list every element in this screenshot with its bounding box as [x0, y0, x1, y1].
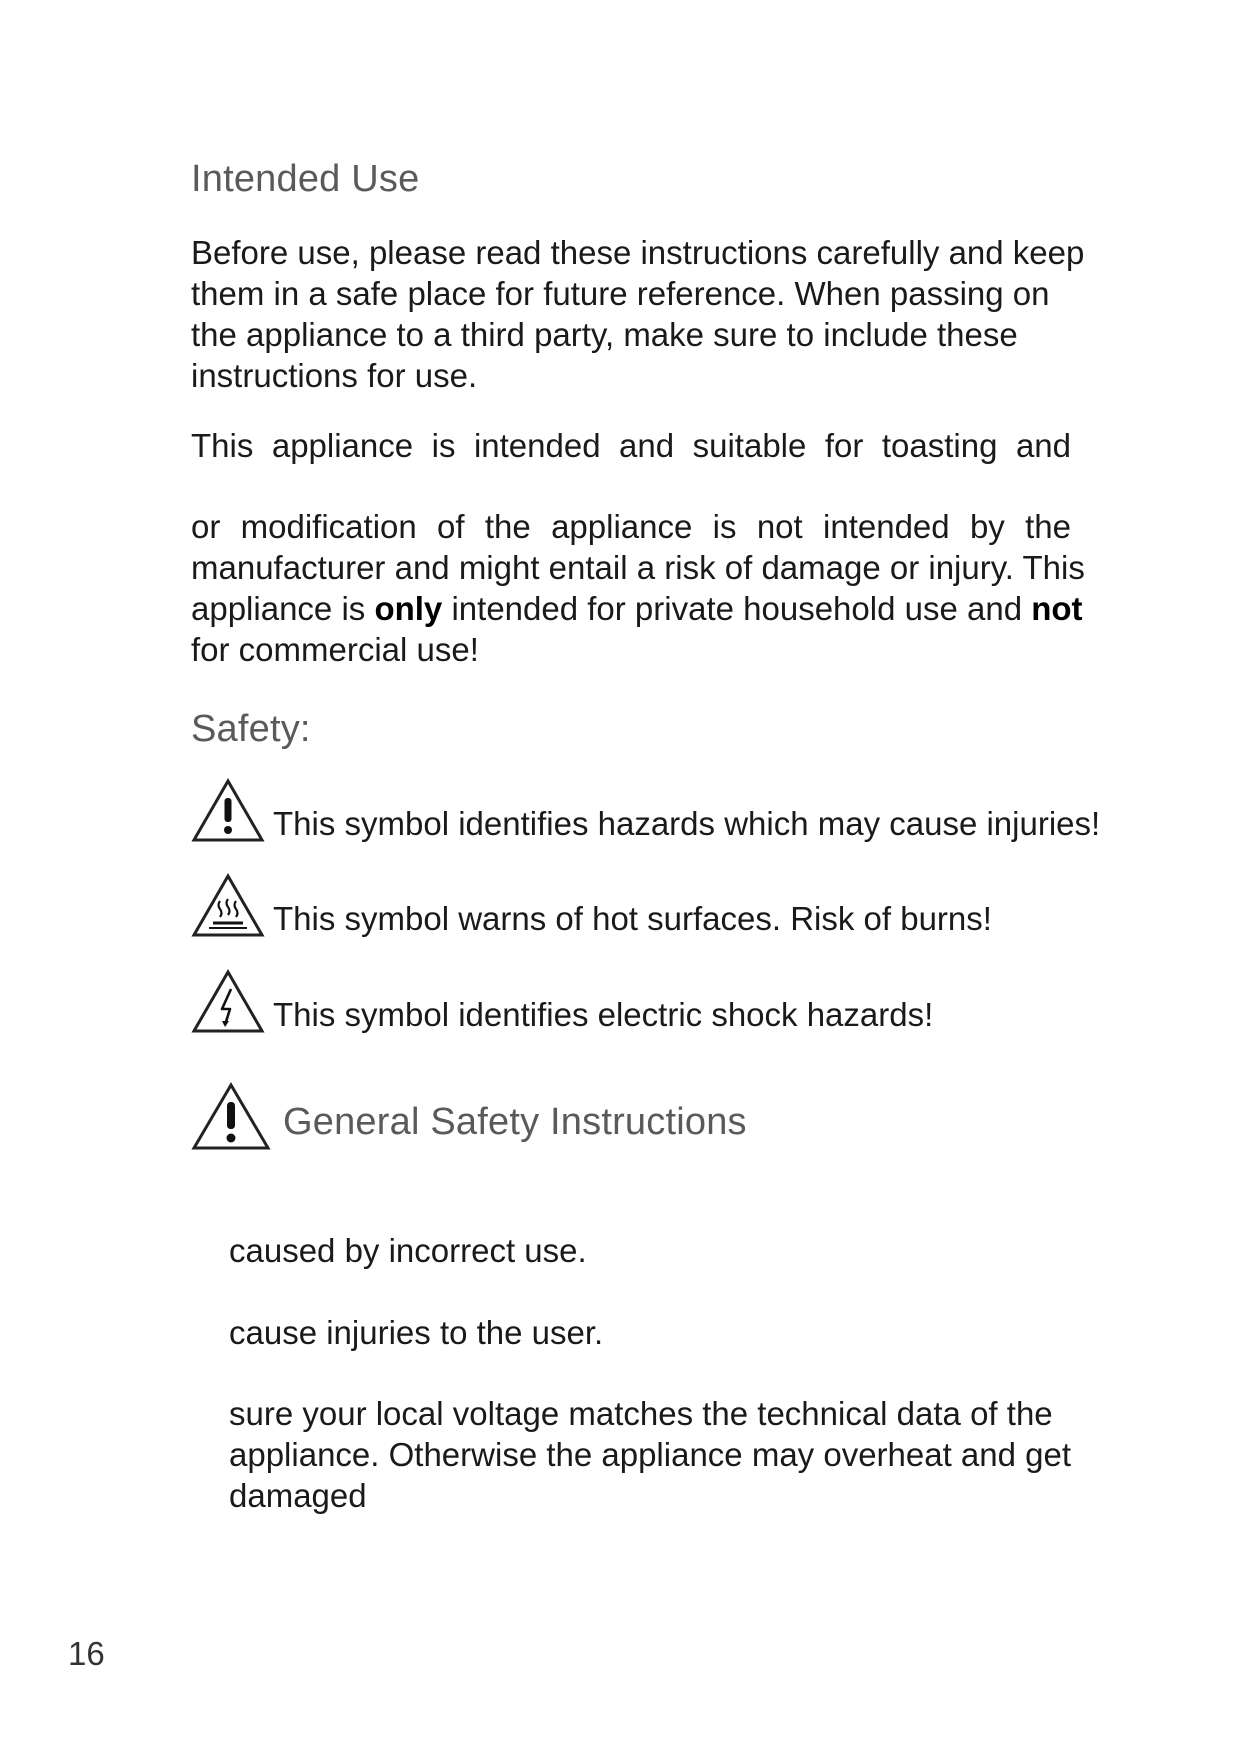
warning-exclamation-icon	[191, 1082, 271, 1152]
electric-shock-icon	[191, 969, 265, 1035]
intended-use-paragraph-2: This appliance is intended and suitable for toasting and	[191, 427, 1071, 464]
general-safety-heading: General Safety Instructions	[283, 1101, 747, 1143]
general-safety-item-3: sure your local voltage matches the technical data of the appliance. Otherwise the appliance may overheat and get damaged	[229, 1395, 1072, 1514]
symbol-text-electric-shock: This symbol identifies electric shock hazards!	[273, 996, 934, 1033]
safety-heading: Safety:	[191, 708, 311, 750]
bold-only: only	[374, 590, 443, 627]
para3-text-a: manufacturer and might entail a risk of damage or injury. This appliance is	[191, 549, 1085, 627]
intended-use-paragraph-3	[191, 547, 1096, 670]
symbol-row-hot-surface	[191, 873, 992, 939]
symbol-row-hazard	[191, 778, 1100, 844]
symbol-row-electric-shock	[191, 969, 933, 1035]
symbol-text-hot-surface: This symbol warns of hot surfaces. Risk of burns!	[273, 900, 992, 937]
warning-exclamation-icon	[191, 778, 265, 844]
symbol-text-hazard: This symbol identifies hazards which may cause injuries!	[273, 805, 1101, 842]
page-number: 16	[68, 1635, 105, 1672]
general-safety-item-2: cause injuries to the user.	[229, 1314, 604, 1351]
intended-use-paragraph-1: Before use, please read these instructions carefully and keep them in a safe place for future reference. When passing on the appliance to a third party, make sure to include these instructions for use.	[191, 234, 1085, 394]
intended-use-paragraph-3-line-1: or modification of the appliance is not intended by the	[191, 508, 1071, 545]
intended-use-heading: Intended Use	[191, 158, 420, 200]
para3-text-b: intended for private household use and	[442, 590, 1032, 627]
general-safety-item-1: caused by incorrect use.	[229, 1232, 587, 1269]
bold-not: not	[1031, 590, 1083, 627]
hot-surface-icon	[191, 873, 265, 939]
para3-text-c: for commercial use!	[191, 631, 479, 668]
general-safety-heading-row	[191, 1082, 747, 1152]
